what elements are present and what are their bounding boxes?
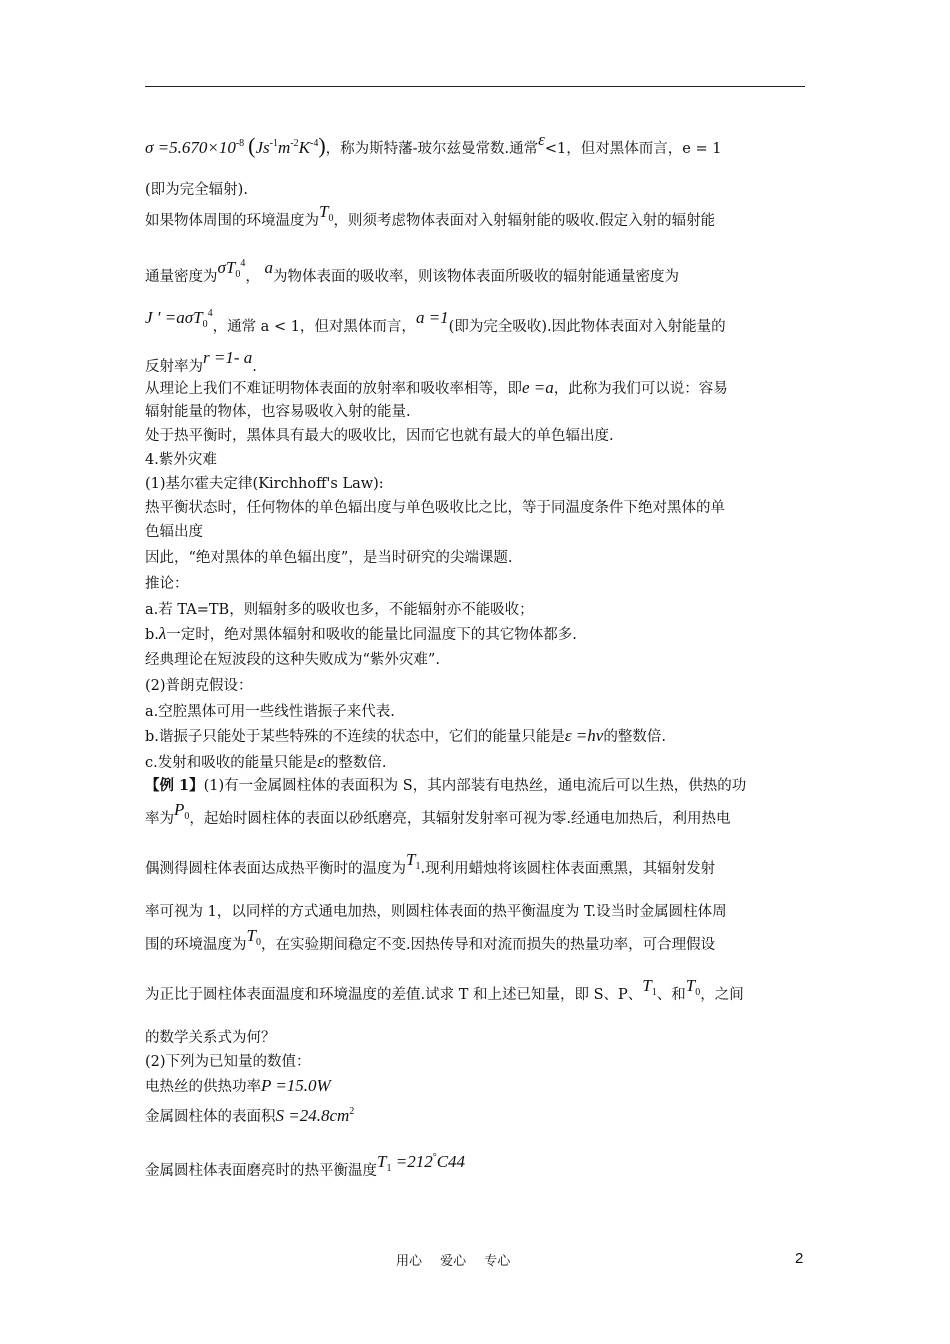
epsilon-symbol: ε	[317, 752, 324, 771]
page-footer: 用心 爱心 专心	[396, 1254, 511, 1269]
text-line: (即为完全辐射).	[145, 182, 248, 198]
text-line: 处于热平衡时，黑体具有最大的吸收比，因而它也就有最大的单色辐出度.	[145, 428, 614, 444]
text-line: (2)下列为已知量的数值：	[145, 1054, 311, 1070]
text-line: 率为$P_0$，起始时圆柱体的表面以砂纸磨亮，其辐射发射率可视为零.经通电加热后，利用热电	[145, 800, 731, 827]
section-heading: 4.紫外灾难	[145, 452, 217, 468]
reflectance-formula: r =1- a	[203, 348, 253, 367]
text-line: 金属圆柱体的表面积$S =24.8cm^2$	[145, 1106, 355, 1125]
power-value: P =15.0W	[261, 1076, 331, 1095]
e-equals-a: e =a	[522, 378, 554, 397]
area-value: $S =24.8cm^2$	[275, 1106, 355, 1125]
text-line: 通量密度为$\sigma T_0^4$， a为物体表面的吸收率，则该物体表面所吸收的辐射能通量密度为	[145, 258, 679, 285]
text-line: a.空腔黑体可用一些线性谐振子来代表.	[145, 704, 395, 720]
p0-symbol: $P_0$	[174, 800, 190, 822]
absorbed-flux-formula: J ′ =aσT$_0^4$	[145, 308, 213, 330]
text-line: 为正比于圆柱体表面温度和环境温度的差值.试求 T 和上述已知量，即 S、P、$T_1$、和$T_0$，之间	[145, 976, 744, 1003]
text-line: $\sigma =5.670\times 10^{-8}$ $(Js^{-1}m^{-2}K^{-4})$，称为斯特藩-玻尔兹曼常数.通常ε<1，但对黑体而言，e = 1	[145, 130, 722, 158]
planck-energy-formula: ε =hν	[564, 726, 604, 745]
text-line: 率可视为 1，以同样的方式通电加热，则圆柱体表面的热平衡温度为 T.设当时金属圆柱体周	[145, 904, 727, 920]
t1-value: $T_1 =212^\circ C44$	[377, 1152, 466, 1174]
text-line: 因此，“绝对黑体的单色辐出度”，是当时研究的尖端课题.	[145, 550, 513, 566]
text-line: 偶测得圆柱体表面达成热平衡时的温度为$T_1$.现利用蜡烛将该圆柱体表面熏黑，其辐射发射	[145, 850, 716, 877]
stefan-constant-formula: $\sigma =5.670\times 10^{-8}$ $(Js^{-1}m^{-2}K^{-4})$	[145, 133, 326, 158]
t0-symbol: $T_0$	[319, 202, 334, 224]
text-line: 【例 1】(1)有一金属圆柱体的表面积为 S，其内部装有电热丝，通电流后可以生热，供热的功	[145, 777, 747, 794]
text-line: 围的环境温度为$T_0$，在实验期间稳定不变.因热传导和对流而损失的热量功率，可合理假设	[145, 926, 716, 953]
text-line: 从理论上我们不难证明物体表面的放射率和吸收率相等，即e =a，此称为我们可以说：容易	[145, 378, 728, 397]
text-line: 热平衡状态时，任何物体的单色辐出度与单色吸收比之比，等于同温度条件下绝对黑体的单	[145, 500, 725, 516]
text-line: 如果物体周围的环境温度为$T_0$，则须考虑物体表面对入射辐射能的吸收.假定入射的辐射能	[145, 202, 716, 229]
text-line: a.若 TA=TB，则辐射多的吸收也多，不能辐射亦不能吸收；	[145, 602, 534, 618]
epsilon-symbol: ε	[538, 130, 545, 149]
text-line: 辐射能量的物体，也容易吸收入射的能量.	[145, 404, 411, 420]
text-line: J ′ =aσT$_0^4$，通常 a < 1，但对黑体而言，a =1(即为完全吸收).因此物体表面对入射能量的	[145, 308, 726, 335]
text-line: (1)基尔霍夫定律(Kirchhoff's Law):	[145, 476, 384, 492]
lambda-symbol: λ	[158, 624, 167, 643]
text-line: 反射率为r =1- a.	[145, 348, 257, 375]
header-rule	[145, 86, 805, 87]
a-equals-one: a =1	[415, 308, 449, 327]
text-line: 色辐出度	[145, 524, 203, 540]
a-symbol: a	[264, 258, 273, 277]
text-line: 电热丝的供热功率P =15.0W	[145, 1076, 331, 1095]
t0-symbol: $T_0$	[246, 926, 261, 948]
text-line: 经典理论在短波段的这种失败成为“紫外灾难”.	[145, 652, 440, 668]
example-label: 【例 1】	[145, 777, 204, 794]
text-line: (2)普朗克假设：	[145, 678, 253, 694]
t1-symbol: $T_1$	[642, 976, 657, 998]
text-line: b.谐振子只能处于某些特殊的不连续的状态中，它们的能量只能是ε =hν的整数倍.	[145, 726, 666, 745]
text-line: 推论：	[145, 576, 189, 592]
t1-symbol: $T_1$	[406, 850, 421, 872]
sigma-t0-4-formula: $\sigma T_0^4$	[217, 258, 246, 280]
text-line: b.λ一定时，绝对黑体辐射和吸收的能量比同温度下的其它物体都多.	[145, 624, 577, 643]
text-line: c.发射和吸收的能量只能是ε的整数倍.	[145, 752, 387, 771]
page-number: 2	[795, 1250, 804, 1267]
text-line: 金属圆柱体表面磨亮时的热平衡温度$T_1 =212^\circ C44$	[145, 1152, 466, 1179]
text-line: 的数学关系式为何？	[145, 1030, 276, 1046]
t0-symbol: $T_0$	[685, 976, 701, 998]
